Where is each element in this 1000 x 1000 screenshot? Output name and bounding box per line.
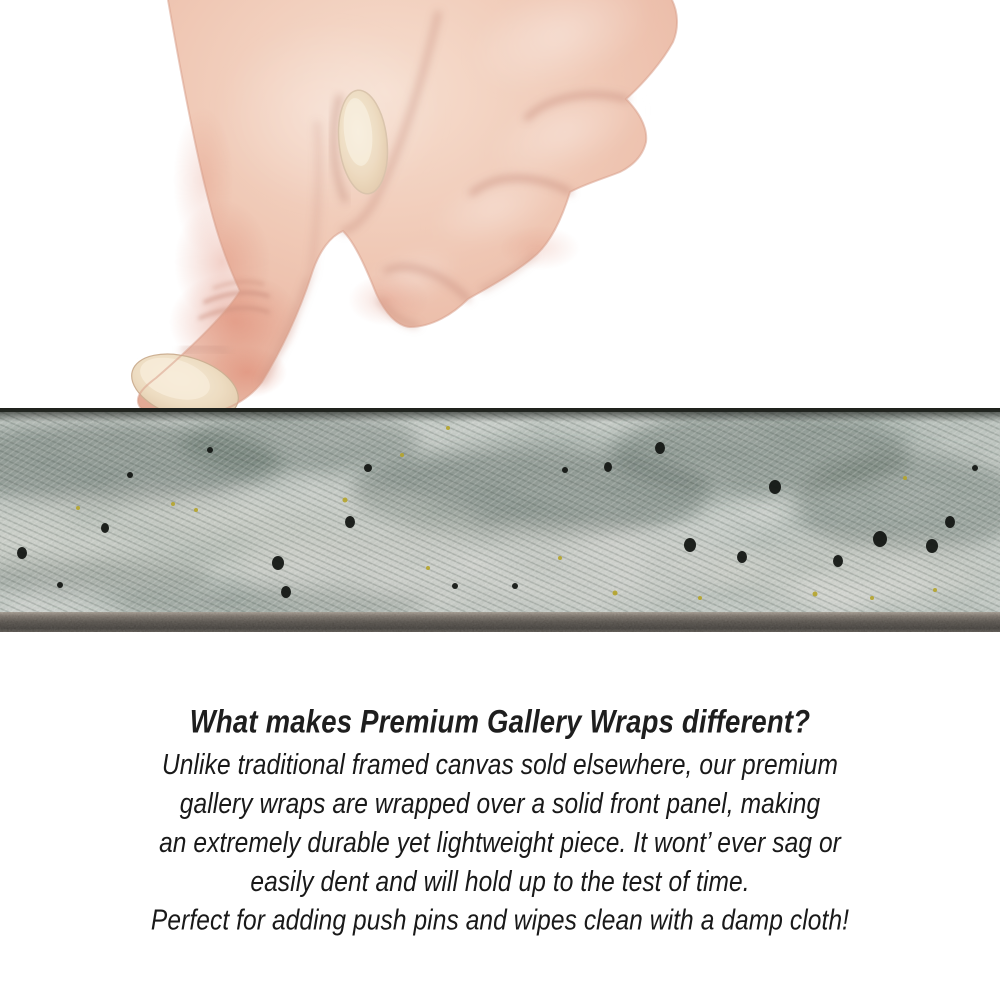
copy-heading: What makes Premium Gallery Wraps different?: [189, 703, 811, 740]
copy-line-5: Perfect for adding push pins and wipes clean with a damp cloth!: [150, 904, 850, 937]
marketing-copy: [0, 702, 1000, 940]
canvas-grain: [0, 408, 1000, 614]
copy-line-4: easily dent and will hold up to the test of time.: [250, 866, 750, 898]
copy-line-1: Unlike traditional framed canvas sold elsewhere, our premium: [162, 749, 838, 782]
hand-photo: [0, 0, 1000, 432]
canvas-edge-photo: [0, 408, 1000, 632]
copy-line-2: gallery wraps are wrapped over a solid front panel, making: [179, 788, 821, 820]
wrap-bottom-edge-grain: [0, 612, 1000, 632]
copy-line-3: an extremely durable yet lightweight piece. It wont’ ever sag or: [159, 827, 841, 859]
canvas-top-edge-line: [0, 408, 1000, 412]
